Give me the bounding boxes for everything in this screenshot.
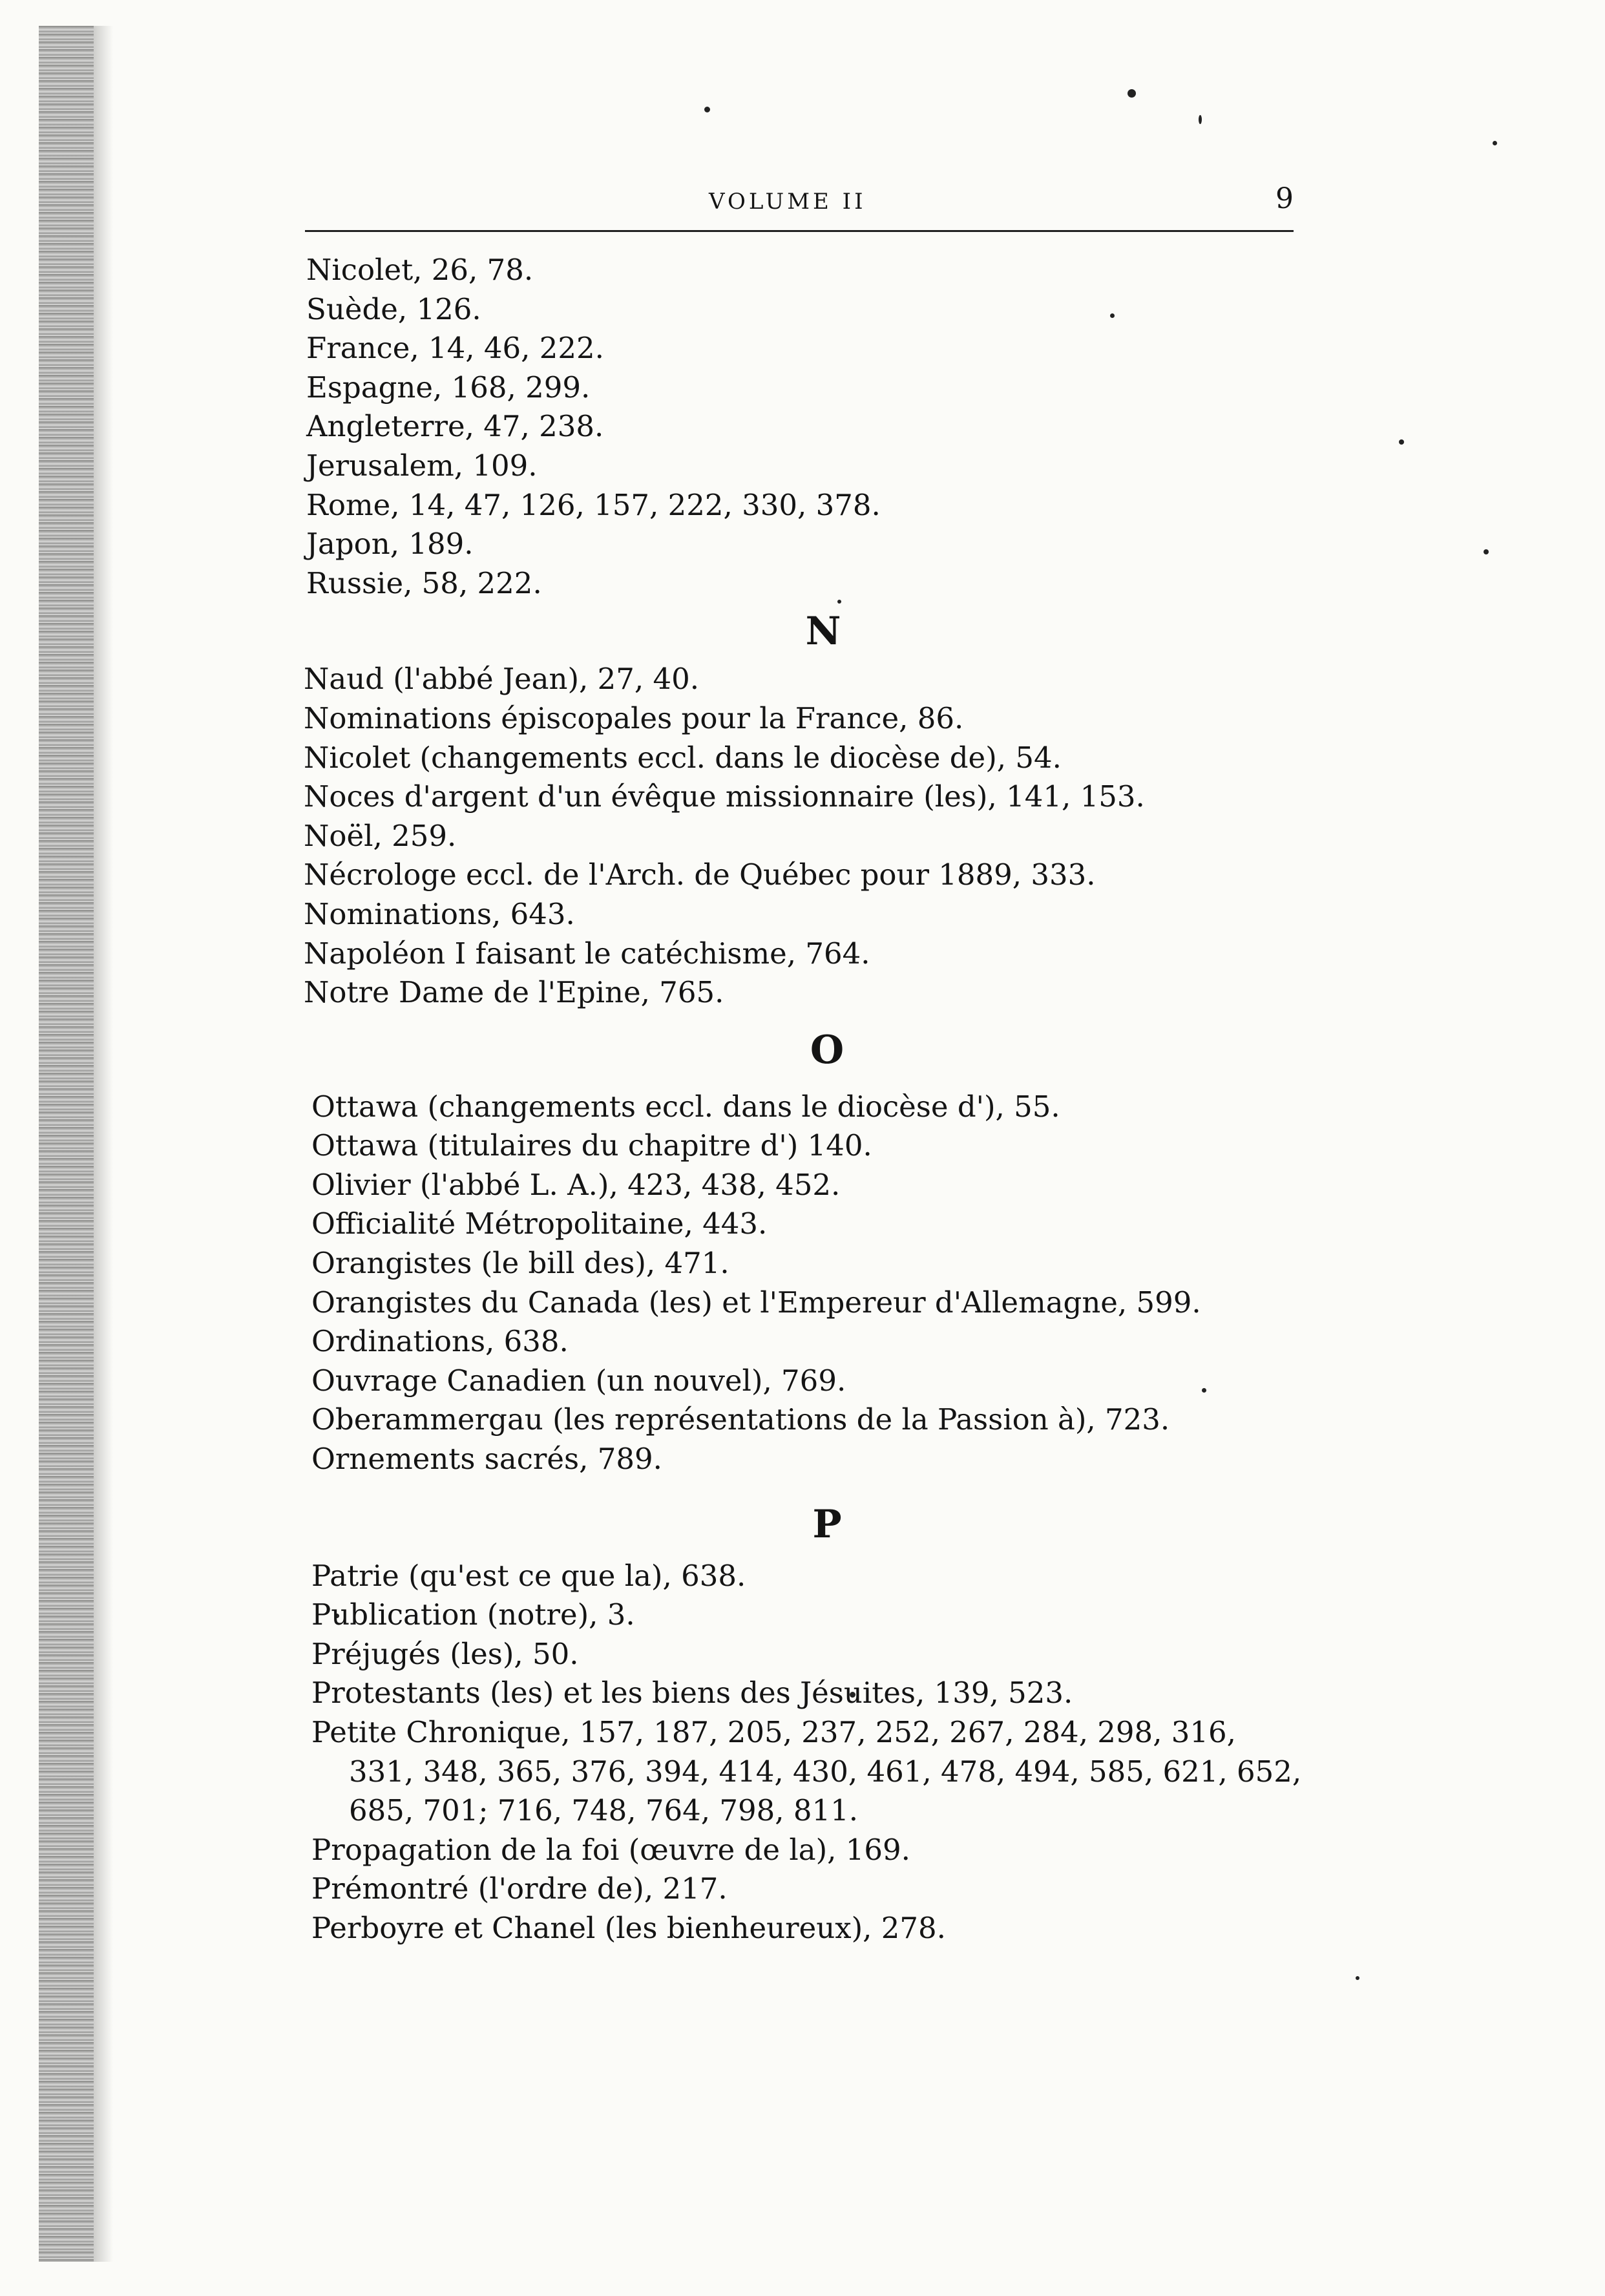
section-letter-p: P bbox=[812, 1501, 843, 1547]
index-entry: Nicolet, 26, 78. bbox=[306, 253, 534, 287]
gutter-shadow bbox=[94, 26, 113, 2262]
running-title: VOLUME II bbox=[709, 189, 866, 215]
index-entry: Perboyre et Chanel (les bienheureux), 278. bbox=[311, 1910, 946, 1945]
index-entry: Officialité Métropolitaine, 443. bbox=[311, 1206, 768, 1241]
section-letter-o: O bbox=[810, 1027, 846, 1073]
index-entry: Petite Chronique, 157, 187, 205, 237, 252, 267, 284, 298, 316, bbox=[311, 1715, 1236, 1749]
index-entry-continuation: 331, 348, 365, 376, 394, 414, 430, 461, 478, 494, 585, 621, 652, bbox=[349, 1754, 1302, 1789]
index-entry: Napoléon I faisant le catéchisme, 764. bbox=[304, 936, 870, 971]
section-p bbox=[311, 1479, 1312, 1948]
scan-speck bbox=[1484, 549, 1489, 554]
index-entry: Patrie (qu'est ce que la), 638. bbox=[311, 1558, 746, 1593]
scan-speck bbox=[1399, 439, 1404, 445]
scan-speck bbox=[1493, 141, 1497, 145]
index-entry: Orangistes du Canada (les) et l'Empereur d'Allemagne, 599. bbox=[311, 1285, 1201, 1320]
scan-speck bbox=[1128, 89, 1136, 98]
index-entry: Espagne, 168, 299. bbox=[306, 370, 591, 405]
section-n bbox=[304, 603, 1312, 1012]
section-letter-n: N bbox=[805, 609, 843, 655]
index-entry: Noël, 259. bbox=[304, 818, 457, 853]
section-continued bbox=[304, 251, 1312, 603]
index-entry: Olivier (l'abbé L. A.), 423, 438, 452. bbox=[311, 1167, 841, 1202]
index-entry: Ordinations, 638. bbox=[311, 1324, 569, 1359]
index-entry: Protestants (les) et les biens des Jésuites, 139, 523. bbox=[311, 1676, 1073, 1711]
index-entry: Orangistes (le bill des), 471. bbox=[311, 1246, 729, 1281]
page-header bbox=[305, 182, 1294, 227]
scan-speck bbox=[1356, 1976, 1359, 1980]
index-entry: Propagation de la foi (œuvre de la), 169. bbox=[311, 1832, 910, 1867]
index-entry: Ouvrage Canadien (un nouvel), 769. bbox=[311, 1363, 846, 1398]
index-entry: Nécrologe eccl. de l'Arch. de Québec pour 1889, 333. bbox=[304, 858, 1096, 892]
index-entry: Naud (l'abbé Jean), 27, 40. bbox=[304, 662, 700, 697]
index-entry: Suède, 126. bbox=[306, 291, 481, 326]
index-entry: Rome, 14, 47, 126, 157, 222, 330, 378. bbox=[306, 487, 881, 522]
index-entry: France, 14, 46, 222. bbox=[306, 331, 604, 366]
section-o bbox=[311, 1013, 1312, 1479]
index-entry: Ornements sacrés, 789. bbox=[311, 1442, 662, 1477]
index-entry: Nominations épiscopales pour la France, 86. bbox=[304, 700, 964, 735]
index-entry: Prémontré (l'ordre de), 217. bbox=[311, 1871, 728, 1906]
index-entry: Japon, 189. bbox=[306, 527, 474, 562]
index-entry: Nominations, 643. bbox=[304, 896, 575, 931]
index-entry: Publication (notre), 3. bbox=[311, 1597, 635, 1632]
index-entry: Oberammergau (les représentations de la Passion à), 723. bbox=[311, 1402, 1170, 1437]
index-entry: Nicolet (changements eccl. dans le diocèse de), 54. bbox=[304, 740, 1062, 775]
index-entry: Ottawa (titulaires du chapitre d') 140. bbox=[311, 1128, 872, 1163]
index-entry: Préjugés (les), 50. bbox=[311, 1636, 579, 1671]
index-entry: Ottawa (changements eccl. dans le diocèse d'), 55. bbox=[311, 1089, 1060, 1124]
index-entry-continuation: 685, 701; 716, 748, 764, 798, 811. bbox=[349, 1793, 859, 1828]
header-rule bbox=[305, 230, 1294, 232]
index-entry: Notre Dame de l'Epine, 765. bbox=[304, 975, 724, 1010]
scan-speck bbox=[1199, 115, 1202, 124]
index-entry: Russie, 58, 222. bbox=[306, 565, 542, 600]
index-entry: Jerusalem, 109. bbox=[306, 448, 538, 483]
page-number: 9 bbox=[1275, 182, 1294, 215]
index-content bbox=[304, 251, 1312, 1948]
binding-gutter bbox=[39, 26, 94, 2262]
scan-speck bbox=[704, 107, 710, 112]
index-entry: Noces d'argent d'un évêque missionnaire (les), 141, 153. bbox=[304, 779, 1145, 814]
index-entry: Angleterre, 47, 238. bbox=[306, 409, 604, 444]
